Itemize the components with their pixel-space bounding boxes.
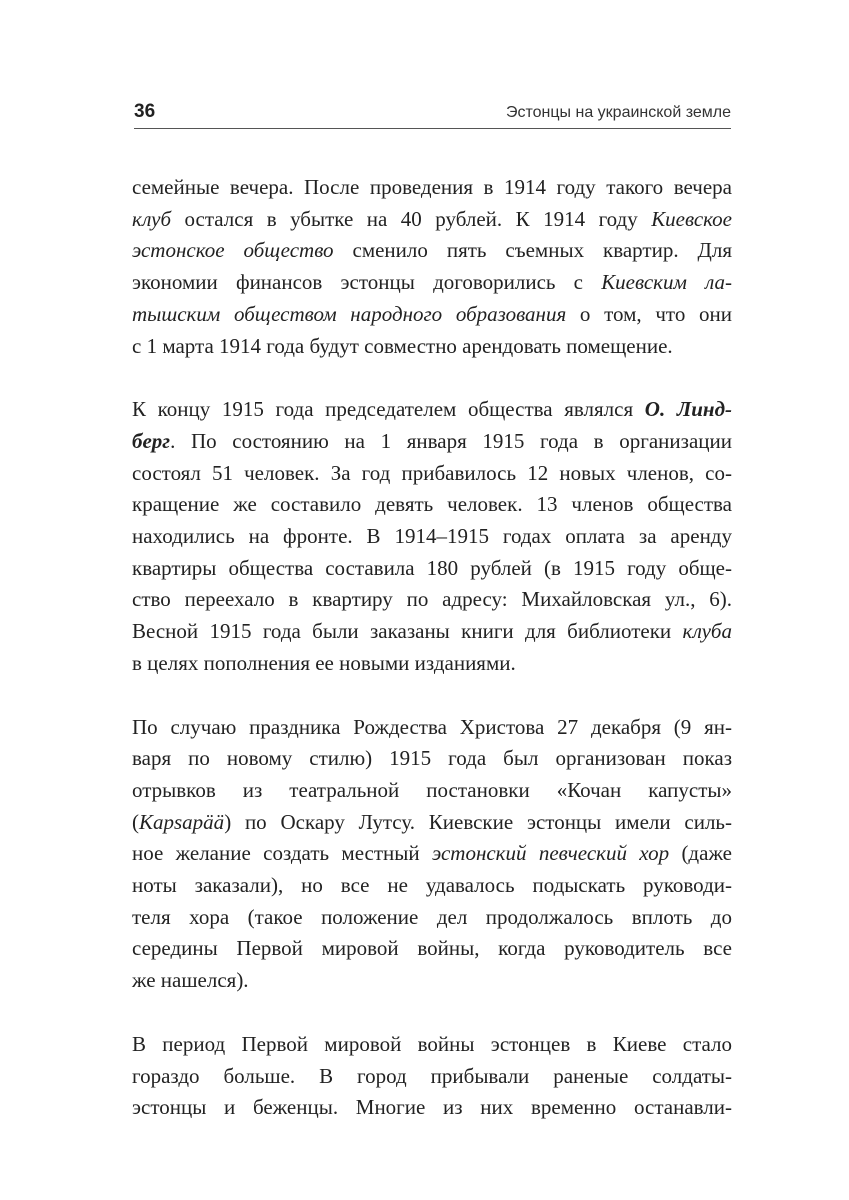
- text-line: [132, 458, 732, 490]
- paragraph: [132, 1029, 732, 1124]
- text-line: [132, 299, 732, 331]
- emphasized-text: клуба: [682, 619, 732, 644]
- emphasized-text: клуб: [132, 206, 172, 231]
- text-run: с 1 марта 1914 года будут совместно арендовать помещение.: [132, 333, 673, 358]
- text-run: . По состоянию на 1 января 1915 года в организации: [170, 428, 732, 453]
- text-run: ноты заказали), но все не удавалось подыскать руководи-: [132, 873, 732, 898]
- text-run: же нашелся).: [132, 968, 249, 993]
- emphasized-text: О. Линд-: [644, 397, 732, 422]
- text-run: о том, что они: [566, 301, 732, 326]
- text-line: [132, 1061, 732, 1093]
- text-run: В период Первой мировой войны эстонцев в Киеве стало: [132, 1031, 732, 1056]
- emphasized-text: эстонский певческий хор: [431, 841, 670, 866]
- text-line: [132, 1029, 732, 1061]
- text-run: находились на фронте. В 1914–1915 годах оплата за аренду: [132, 524, 732, 549]
- text-line: [132, 870, 732, 902]
- text-run: (даже: [669, 841, 732, 866]
- text-line: [132, 172, 732, 204]
- text-run: К концу 1915 года председателем общества являлся: [132, 397, 645, 422]
- paragraph: [132, 712, 732, 997]
- running-title: Эстонцы на украинской земле: [506, 104, 731, 121]
- text-run: варя по новому стилю) 1915 года был организован показ: [132, 746, 732, 771]
- text-line: [132, 331, 732, 363]
- emphasized-text: Киевским ла-: [601, 270, 732, 295]
- text-run: в целях пополнения ее новыми изданиями.: [132, 650, 516, 675]
- text-run: ) по Оскару Лутсу. Киевские эстонцы имели силь-: [224, 809, 732, 834]
- text-line: [132, 1092, 732, 1124]
- text-run: середины Первой мировой войны, когда руководитель все: [132, 936, 732, 961]
- emphasized-text: тышским обществом народного образования: [132, 301, 567, 326]
- text-run: кращение же составило девять человек. 13 членов общества: [132, 492, 732, 517]
- text-line: [132, 394, 732, 426]
- text-run: ное желание создать местный: [132, 841, 432, 866]
- text-line: [132, 965, 732, 997]
- text-line: [132, 267, 732, 299]
- text-run: остался в убытке на 40 рублей. К 1914 году: [171, 206, 652, 231]
- emphasized-text: берг: [132, 428, 171, 453]
- text-line: [132, 584, 732, 616]
- text-run: эстонцы и беженцы. Многие из них временно останавли-: [132, 1095, 732, 1120]
- text-run: сменило пять съемных квартир. Для: [333, 238, 732, 263]
- text-run: квартиры общества составила 180 рублей (в 1915 году обще-: [132, 555, 732, 580]
- text-line: [132, 807, 732, 839]
- text-run: ство переехало в квартиру по адресу: Михайловская ул., 6).: [132, 587, 732, 612]
- page-number: 36: [134, 101, 156, 122]
- text-line: [132, 235, 732, 267]
- emphasized-text: Kapsapää: [139, 809, 225, 834]
- body-text: [132, 172, 732, 1156]
- text-line: [132, 648, 732, 680]
- text-run: По случаю праздника Рождества Христова 27 декабря (9 ян-: [132, 714, 732, 739]
- text-line: [132, 553, 732, 585]
- text-line: [132, 838, 732, 870]
- text-line: [132, 489, 732, 521]
- text-line: [132, 616, 732, 648]
- paragraph: [132, 172, 732, 362]
- text-line: [132, 743, 732, 775]
- text-line: [132, 426, 732, 458]
- text-line: [132, 712, 732, 744]
- emphasized-text: Киевское: [651, 206, 732, 231]
- text-run: гораздо больше. В город прибывали раненые солдаты-: [132, 1063, 732, 1088]
- emphasized-text: эстонское общество: [132, 238, 334, 263]
- text-run: семейные вечера. После проведения в 1914 году такого вечера: [132, 175, 732, 199]
- text-run: экономии финансов эстонцы договорились с: [132, 270, 602, 295]
- text-line: [132, 933, 732, 965]
- paragraph: [132, 394, 732, 679]
- text-line: [132, 775, 732, 807]
- running-header: [134, 100, 731, 129]
- text-line: [132, 902, 732, 934]
- text-run: теля хора (такое положение дел продолжалось вплоть до: [132, 904, 732, 929]
- text-line: [132, 521, 732, 553]
- text-line: [132, 204, 732, 236]
- text-run: (: [132, 809, 139, 834]
- text-run: отрывков из театральной постановки «Кочан капусты»: [132, 777, 732, 802]
- text-run: состоял 51 человек. За год прибавилось 12 новых членов, со-: [132, 460, 732, 485]
- text-run: Весной 1915 года были заказаны книги для библиотеки: [132, 619, 683, 644]
